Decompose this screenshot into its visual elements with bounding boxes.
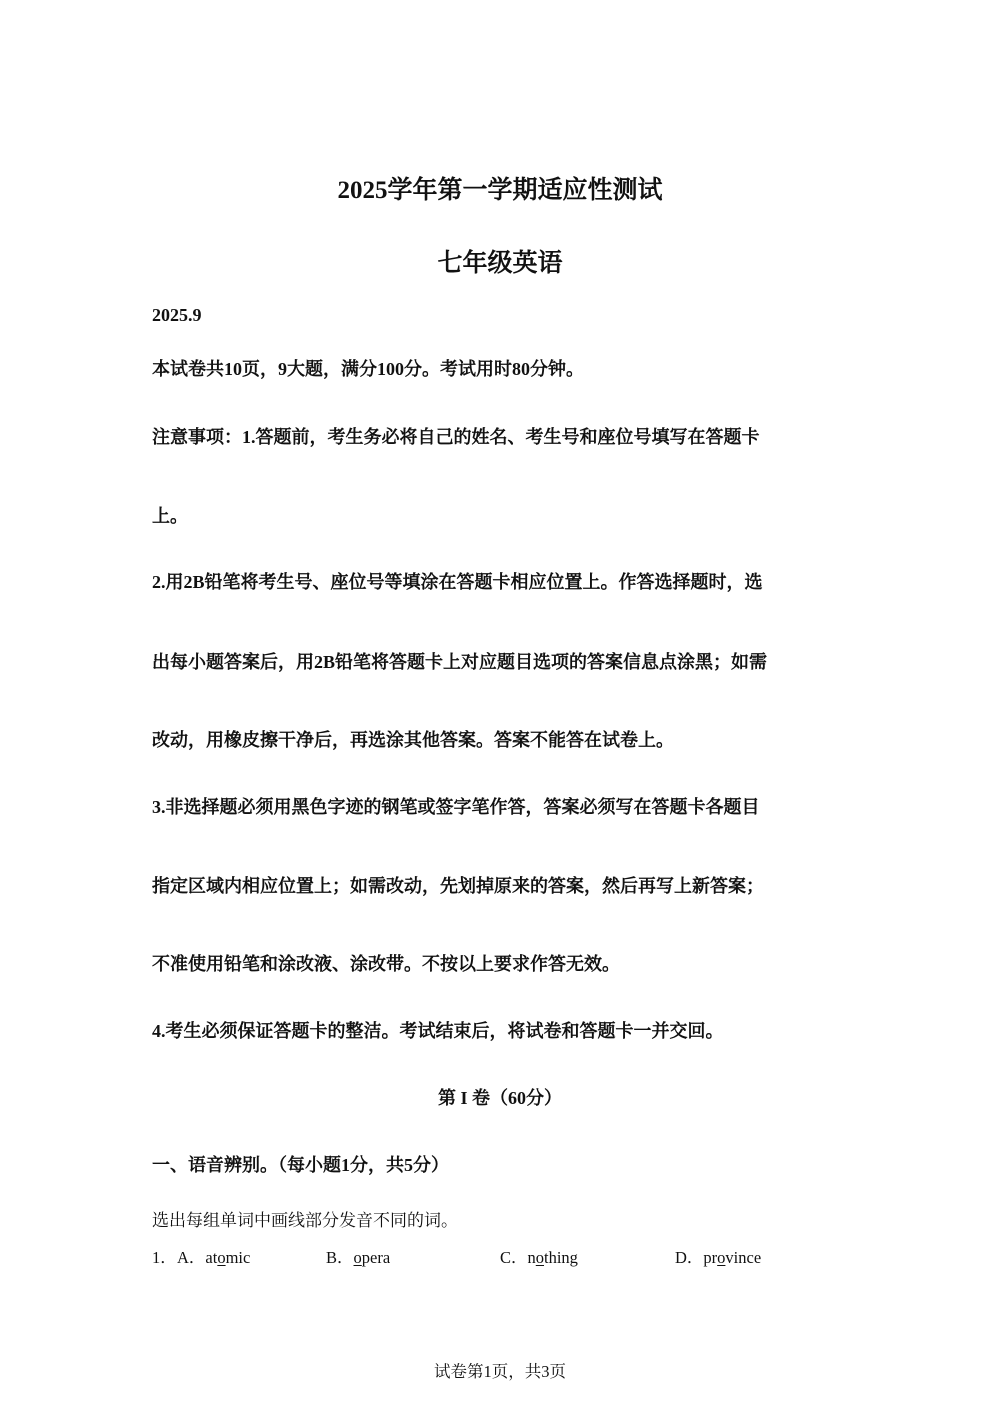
notes-line: 不准使用铅笔和涂改液、涂改带。不按以上要求作答无效。	[152, 954, 620, 974]
notes-line: 上。	[152, 506, 188, 526]
option-label: A．	[177, 1248, 206, 1267]
option-label: B．	[326, 1248, 354, 1267]
underlined-letter: o	[717, 1248, 726, 1267]
exam-title: 2025学年第一学期适应性测试	[337, 177, 663, 204]
notes-line: 出每小题答案后，用2B铅笔将答题卡上对应题目选项的答案信息点涂黑；如需	[152, 652, 768, 672]
option-word-post: vince	[725, 1248, 762, 1267]
notes-line: 2.用2B铅笔将考生号、座位号等填涂在答题卡相应位置上。作答选择题时，选	[152, 572, 763, 592]
exam-date: 2025.9	[152, 305, 202, 325]
exam-intro: 本试卷共10页，9大题，满分100分。考试用时80分钟。	[152, 359, 584, 379]
option-word-post: pera	[361, 1248, 391, 1267]
option-a[interactable]	[177, 1244, 250, 1268]
section-heading: 一、语音辨别。（每小题1分，共5分）	[152, 1155, 449, 1175]
option-word-pre: at	[205, 1248, 218, 1267]
option-word-post: thing	[544, 1248, 578, 1267]
option-label: D．	[675, 1248, 704, 1267]
option-word-pre: pr	[703, 1248, 718, 1267]
notes-line: 指定区域内相应位置上；如需改动，先划掉原来的答案，然后再写上新答案；	[152, 876, 764, 896]
underlined-letter: o	[353, 1248, 362, 1267]
option-d[interactable]	[675, 1244, 761, 1268]
exam-subtitle: 七年级英语	[437, 250, 563, 277]
option-b[interactable]	[326, 1244, 390, 1268]
page-footer: 试卷第1页，共3页	[434, 1362, 566, 1381]
option-label: C．	[500, 1248, 528, 1267]
option-word-post: mic	[225, 1248, 251, 1267]
underlined-letter: o	[535, 1248, 545, 1267]
option-word-pre: n	[527, 1248, 536, 1267]
underlined-letter: o	[217, 1248, 226, 1267]
notes-line: 3.非选择题必须用黑色字迹的钢笔或签字笔作答，答案必须写在答题卡各题目	[152, 797, 760, 817]
notes-line: 注意事项：1.答题前，考生务必将自己的姓名、考生号和座位号填写在答题卡	[152, 427, 760, 447]
section-instruction: 选出每组单词中画线部分发音不同的词。	[152, 1211, 458, 1230]
option-c[interactable]	[500, 1244, 578, 1268]
notes-line: 4.考生必须保证答题卡的整洁。考试结束后，将试卷和答题卡一并交回。	[152, 1021, 724, 1041]
question-number: 1．	[152, 1248, 177, 1267]
notes-line: 改动，用橡皮擦干净后，再选涂其他答案。答案不能答在试卷上。	[152, 730, 674, 750]
part-heading: 第 I 卷（60分）	[437, 1088, 562, 1108]
